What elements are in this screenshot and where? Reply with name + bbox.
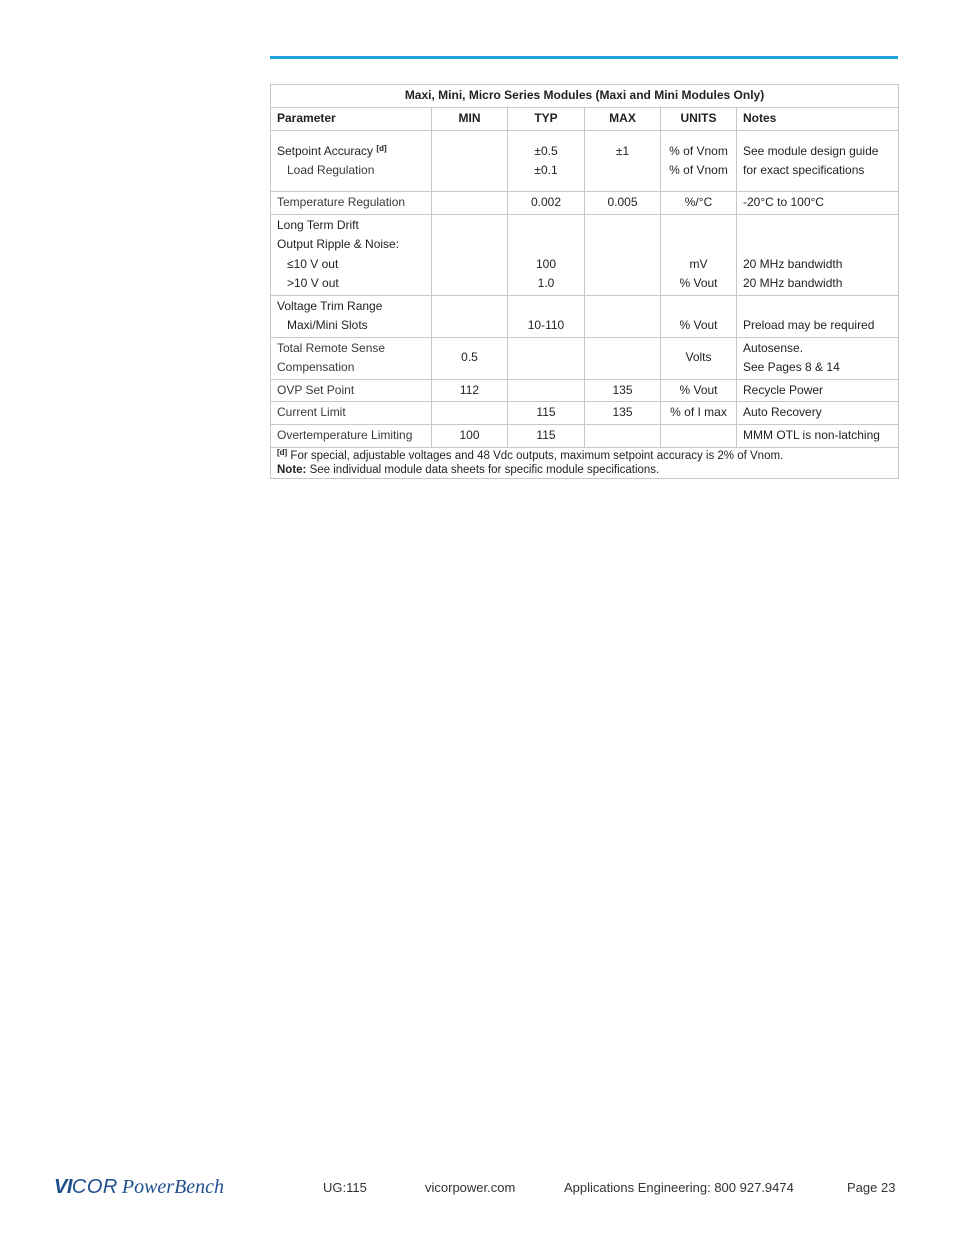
note-text: See individual module data sheets for specific module specifications.	[306, 463, 660, 476]
cell-max: 0.005	[585, 192, 661, 215]
note-label: Note:	[277, 463, 307, 476]
footnote-marker: [d]	[277, 447, 288, 457]
table-row-current-limit	[271, 402, 899, 425]
cell-min: 100	[432, 424, 508, 447]
logo-powerbench: PowerBench	[121, 1176, 225, 1198]
cell-notes	[737, 295, 899, 337]
header-typ: TYP	[508, 108, 585, 131]
doc-id: UG:115	[323, 1180, 367, 1195]
table-title-row	[271, 85, 899, 108]
param-remote-sense: Total Remote Sense	[277, 340, 386, 355]
logo-vi: VI	[54, 1176, 72, 1198]
param-compensation: Compensation	[277, 360, 355, 374]
cell-units: %/°C	[661, 192, 737, 215]
cell-notes	[737, 214, 899, 295]
cell-param: Temperature Regulation	[271, 192, 432, 215]
value: % Vout	[679, 276, 718, 290]
param-sub: Maxi/Mini Slots	[287, 318, 368, 332]
cell-param: Current Limit	[271, 402, 432, 425]
header-accent-rule	[270, 56, 898, 59]
value: % of Vnom	[669, 143, 728, 158]
table-header-row	[271, 108, 899, 131]
header-parameter: Parameter	[271, 108, 432, 131]
value: See Pages 8 & 14	[743, 360, 840, 374]
header-notes: Notes	[737, 108, 899, 131]
page-footer	[0, 1176, 954, 1200]
cell-min	[432, 192, 508, 215]
cell-notes: Auto Recovery	[737, 402, 899, 425]
cell-typ: 115	[508, 402, 585, 425]
cell-typ: 0.002	[508, 192, 585, 215]
cell-min	[432, 295, 508, 337]
cell-notes	[737, 337, 899, 379]
table-title: Maxi, Mini, Micro Series Modules (Maxi and Mini Modules Only)	[271, 85, 899, 108]
cell-max	[585, 131, 661, 192]
cell-param	[271, 131, 432, 192]
cell-min	[432, 131, 508, 192]
cell-max: 135	[585, 402, 661, 425]
cell-units: % of I max	[661, 402, 737, 425]
table-row-remote-sense	[271, 337, 899, 379]
value: ±0.5	[534, 143, 558, 158]
param-sub: ≤10 V out	[287, 256, 339, 271]
cell-param	[271, 295, 432, 337]
value: 100	[535, 256, 557, 271]
value: 20 MHz bandwidth	[743, 256, 843, 271]
value: mV	[689, 256, 708, 271]
cell-min: 112	[432, 379, 508, 402]
value: % of Vnom	[669, 163, 728, 177]
vicor-powerbench-logo	[54, 1176, 224, 1200]
table-row-trim	[271, 295, 899, 337]
table-row-temp-regulation	[271, 192, 899, 215]
cell-typ	[508, 379, 585, 402]
page-number: Page 23	[847, 1180, 896, 1195]
footnote-d-text: For special, adjustable voltages and 48 Vdc outputs, maximum setpoint accuracy is 2% of Vnom.	[287, 449, 784, 462]
value: for exact specifications	[743, 163, 865, 177]
cell-max	[585, 424, 661, 447]
table-footnote-row	[271, 447, 899, 478]
header-max: MAX	[585, 108, 661, 131]
cell-units: Volts	[661, 337, 737, 379]
cell-param: OVP Set Point	[271, 379, 432, 402]
cell-param: Overtemperature Limiting	[271, 424, 432, 447]
footnotes	[271, 447, 899, 478]
cell-notes: Recycle Power	[737, 379, 899, 402]
cell-typ	[508, 337, 585, 379]
cell-typ	[508, 295, 585, 337]
table-row-ovp	[271, 379, 899, 402]
cell-param	[271, 214, 432, 295]
param-voltage-trim: Voltage Trim Range	[277, 298, 383, 313]
cell-typ	[508, 214, 585, 295]
cell-param	[271, 337, 432, 379]
table-row-overtemp	[271, 424, 899, 447]
cell-max	[585, 214, 661, 295]
param-long-term-drift: Long Term Drift	[277, 217, 359, 232]
value: 1.0	[537, 276, 555, 290]
value: ±1	[615, 143, 630, 158]
value: 10-110	[527, 318, 565, 332]
table-row-setpoint	[271, 131, 899, 192]
footnote-ref: [d]	[376, 143, 387, 153]
cell-min: 0.5	[432, 337, 508, 379]
param-load-regulation: Load Regulation	[287, 163, 375, 177]
cell-min	[432, 214, 508, 295]
value: Autosense.	[743, 340, 804, 355]
value: % Vout	[679, 318, 718, 332]
spec-table	[270, 84, 899, 479]
cell-typ: 115	[508, 424, 585, 447]
cell-max	[585, 295, 661, 337]
cell-typ	[508, 131, 585, 192]
value: ±0.1	[534, 163, 558, 177]
value: See module design guide	[743, 143, 879, 158]
value: Preload may be required	[743, 318, 875, 332]
cell-units	[661, 295, 737, 337]
applications-engineering-phone: Applications Engineering: 800 927.9474	[564, 1180, 794, 1195]
cell-units: % Vout	[661, 379, 737, 402]
logo-cor: COR	[71, 1176, 118, 1198]
website-link[interactable]: vicorpower.com	[425, 1180, 516, 1195]
cell-units	[661, 131, 737, 192]
header-units: UNITS	[661, 108, 737, 131]
cell-units	[661, 424, 737, 447]
cell-max	[585, 337, 661, 379]
cell-notes: -20°C to 100°C	[737, 192, 899, 215]
table-row-drift-ripple	[271, 214, 899, 295]
cell-max: 135	[585, 379, 661, 402]
cell-notes: MMM OTL is non-latching	[737, 424, 899, 447]
param-output-ripple: Output Ripple & Noise:	[277, 237, 400, 251]
value: 20 MHz bandwidth	[743, 276, 843, 290]
param-setpoint-accuracy: Setpoint Accuracy	[277, 143, 374, 158]
cell-min	[432, 402, 508, 425]
cell-units	[661, 214, 737, 295]
cell-notes	[737, 131, 899, 192]
header-min: MIN	[432, 108, 508, 131]
param-sub: >10 V out	[287, 276, 339, 290]
